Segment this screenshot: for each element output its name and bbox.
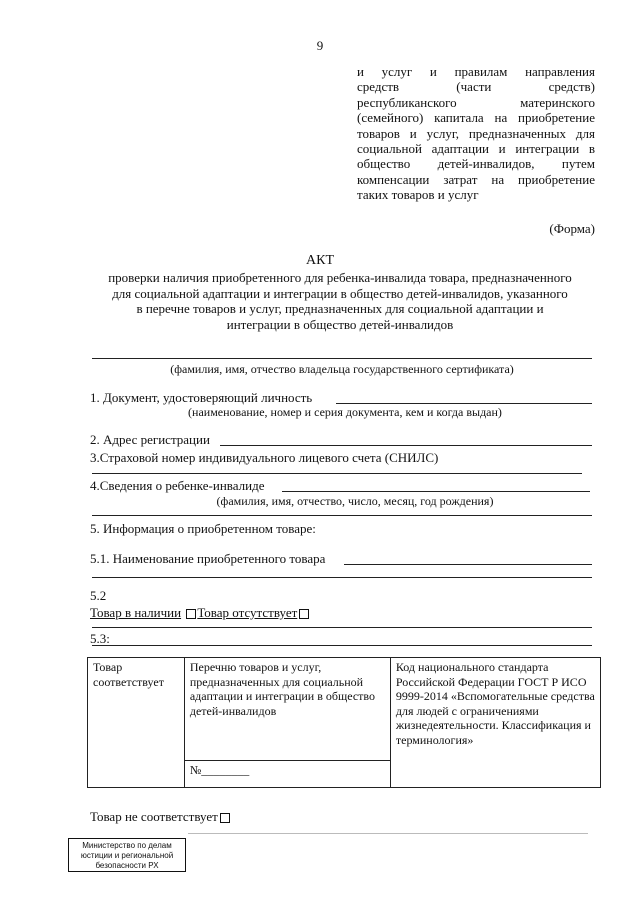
stamp-line: Министерство по делам [82, 841, 172, 850]
table-cell-number[interactable]: №________ [184, 761, 390, 788]
goods-info-label: 5. Информация о приобретенном товаре: [90, 521, 316, 536]
availability-line[interactable] [92, 627, 592, 628]
compliance-table [87, 657, 601, 788]
header-line: средств (части средств) [357, 79, 595, 95]
goods-name-label: 5.1. Наименование приобретенного товара [90, 551, 326, 566]
child-info-field-line[interactable] [282, 491, 590, 492]
not-match-line[interactable] [188, 833, 588, 834]
header-line: (семейного) капитала на приобретение [357, 110, 595, 126]
not-match-checkbox[interactable] [220, 813, 230, 823]
not-match-label: Товар не соответствует [90, 809, 218, 824]
header-reference-block [357, 64, 595, 203]
stamp-line: безопасности РХ [95, 861, 159, 870]
snils-field-line[interactable] [92, 473, 582, 474]
address-label: 2. Адрес регистрации [90, 432, 210, 447]
compliance-number: 5.3: [90, 631, 110, 646]
header-line: общество детей-инвалидов, путем [357, 156, 595, 172]
header-line: таких товаров и услуг [357, 187, 479, 203]
availability-number: 5.2 [90, 588, 107, 603]
header-line: товаров и услуг, предназначенных для [357, 125, 595, 141]
absent-checkbox[interactable] [299, 609, 309, 619]
table-cell-list: Перечню товаров и услуг, предназначенных для социальной адаптации и интеграции в общество детей-инвалидов [184, 658, 390, 761]
owner-name-hint: (фамилия, имя, отчество владельца государственного сертификата) [170, 362, 514, 376]
in-stock-label: Товар в наличии [90, 605, 182, 620]
header-line: компенсации затрат на приобретение [357, 171, 595, 187]
subtitle-line: в перечне товаров и услуг, предназначенных для социальной адаптации и [136, 301, 544, 317]
header-line: социальной адаптации и интеграции в [357, 141, 595, 157]
address-field-line[interactable] [220, 445, 592, 446]
table-cell-goods-matches: Товар соответствует [88, 658, 185, 788]
goods-name-field-line[interactable] [344, 564, 592, 565]
form-label: (Форма) [549, 221, 595, 236]
availability-row [90, 605, 310, 621]
header-line: республиканского материнского [357, 94, 595, 110]
stamp-line: юстиции и региональной [80, 851, 174, 860]
table-cell-standard-code: Код национального стандарта Российской Федерации ГОСТ Р ИСО 9999-2014 «Вспомогательные средства для людей с ограничениями жизнедеятельности. Классификация и терминология» [390, 658, 600, 788]
document-title: АКТ [306, 253, 334, 268]
not-match-row [90, 809, 231, 825]
in-stock-checkbox[interactable] [186, 609, 196, 619]
header-line: и услуг и правилам направления [357, 64, 595, 79]
document-subtitle [80, 270, 600, 332]
absent-label: Товар отсутствует [197, 605, 298, 620]
child-info-second-line[interactable] [92, 515, 592, 516]
document-hint: (наименование, номер и серия документа, кем и когда выдан) [188, 405, 502, 419]
owner-name-line[interactable] [92, 358, 592, 359]
document-label: 1. Документ, удостоверяющий личность [90, 390, 313, 405]
goods-name-second-line[interactable] [92, 577, 592, 578]
subtitle-line: проверки наличия приобретенного для ребенка-инвалида товара, предназначенного [108, 270, 572, 285]
document-field-line[interactable] [336, 403, 592, 404]
child-info-hint: (фамилия, имя, отчество, число, месяц, год рождения) [216, 494, 494, 508]
subtitle-line: интеграции в общество детей-инвалидов [226, 316, 454, 332]
page-number: 9 [316, 38, 324, 53]
compliance-line[interactable] [92, 645, 592, 646]
child-info-label: 4.Сведения о ребенке-инвалиде [90, 478, 265, 493]
subtitle-line: для социальной адаптации и интеграции в общество детей-инвалидов, указанного [112, 285, 568, 301]
snils-label: 3.Страховой номер индивидуального лицевого счета (СНИЛС) [90, 450, 439, 465]
ministry-stamp [68, 838, 186, 872]
